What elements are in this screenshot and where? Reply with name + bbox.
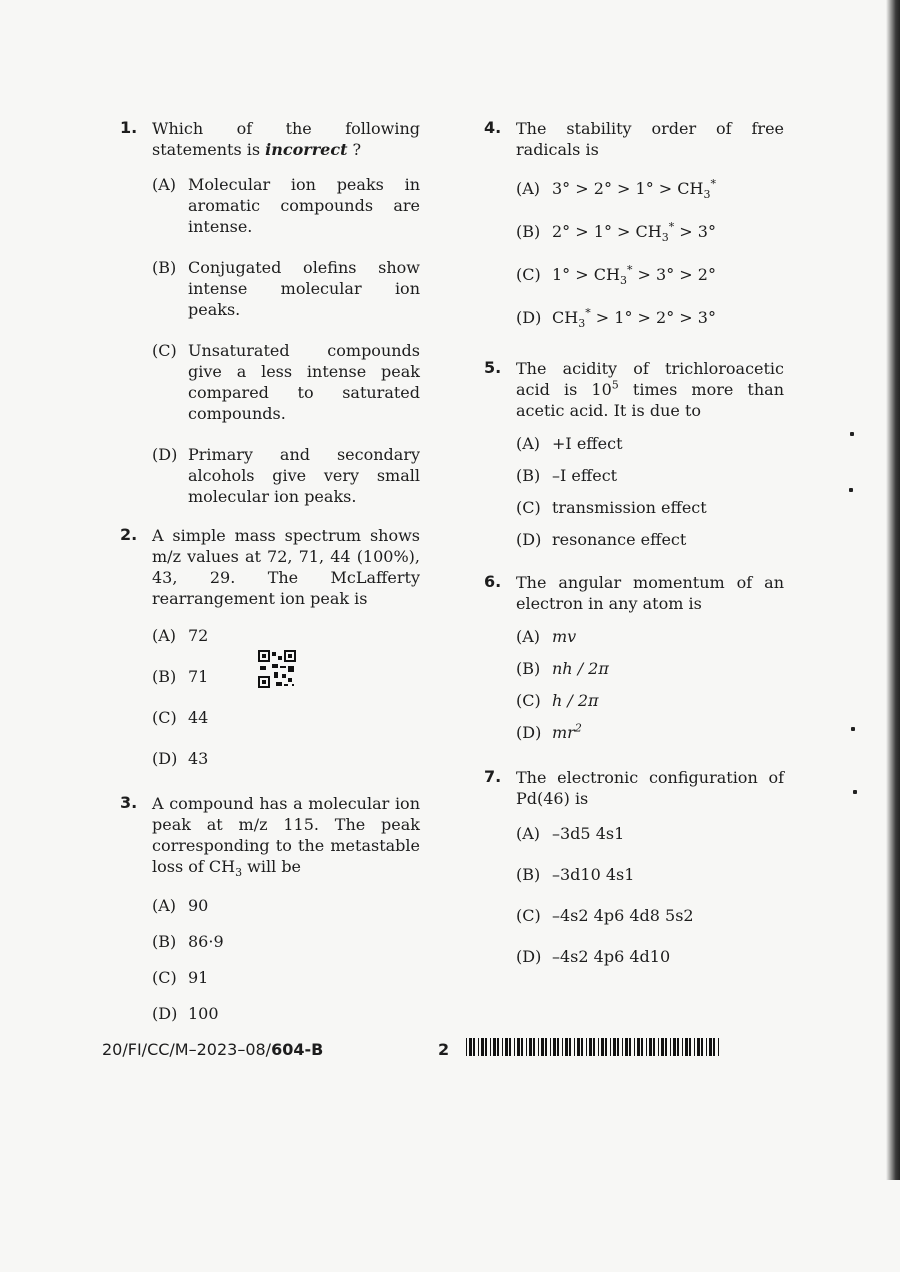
question-text: A simple mass spectrum shows m/z values at 72, 71, 44 (100%), 43, 29. The McLafferty rearrangement ion peak is [152, 526, 420, 608]
barcode-bar [562, 1038, 563, 1056]
option-d: (D) 43 [152, 749, 209, 768]
question-6 [484, 572, 784, 743]
option-d: (D) –4s2 4p6 4d10 [516, 947, 671, 966]
barcode-bar [637, 1038, 640, 1056]
barcode-bar [646, 1038, 647, 1056]
question-text: The stability order of free radicals is [516, 119, 784, 159]
barcode-bar [598, 1038, 599, 1056]
barcode-bar [529, 1038, 532, 1056]
question-3 [120, 793, 420, 1024]
left-column [120, 118, 420, 1048]
scan-mark [850, 432, 854, 436]
option-c: (C) 44 [152, 708, 209, 727]
barcode-bar [649, 1038, 652, 1056]
barcode-bar [514, 1038, 515, 1056]
barcode-bar [533, 1038, 535, 1056]
barcode [466, 1038, 720, 1056]
barcode-bar [665, 1038, 667, 1056]
question-number: 1. [120, 118, 138, 137]
option-c: (C) $1^\circ > CH_3^* > 3^\circ > 2^\circ$ [516, 263, 716, 288]
barcode-bar [490, 1038, 491, 1056]
barcode-bar [497, 1038, 499, 1056]
question-1 [120, 118, 420, 507]
options-list [516, 177, 784, 331]
barcode-bar [478, 1038, 479, 1056]
barcode-bar [670, 1038, 671, 1056]
question-text: The angular momentum of an electron in any atom is [516, 573, 784, 613]
option-b: (B) –3d10 4s1 [516, 865, 635, 884]
page-edge-shadow [886, 0, 900, 1180]
option-a: (A) $3^\circ > 2^\circ > 1^\circ > CH_3^*$ [516, 177, 716, 202]
barcode-bar [685, 1038, 688, 1056]
option-d: (D) Primary and secondary alcohols give very small molecular ion peaks. [152, 445, 420, 506]
barcode-bar [706, 1038, 707, 1056]
question-7 [484, 767, 784, 967]
option-d: (D) $CH_3^* > 1^\circ > 2^\circ > 3^\circ$ [516, 306, 716, 331]
barcode-bar [553, 1038, 556, 1056]
barcode-bar [622, 1038, 623, 1056]
barcode-bar [653, 1038, 655, 1056]
barcode-bar [581, 1038, 583, 1056]
barcode-bar [502, 1038, 503, 1056]
question-text: A compound has a molecular ion peak at m/z 115. The peak corresponding to the metastable loss of $CH_3$ will be [152, 794, 420, 880]
option-c: (C) 91 [152, 968, 209, 987]
question-number: 4. [484, 118, 502, 137]
options-list [516, 433, 784, 550]
barcode-bar [589, 1038, 592, 1056]
barcode-bar [713, 1038, 715, 1056]
option-c: (C) transmission effect [516, 498, 707, 517]
option-d: (D) resonance effect [516, 530, 687, 549]
barcode-bar [593, 1038, 595, 1056]
option-c: (C) Unsaturated compounds give a less intense peak compared to saturated compounds. [152, 341, 420, 423]
barcode-bar [701, 1038, 703, 1056]
barcode-bar [574, 1038, 575, 1056]
option-b: (B) 71 [152, 667, 209, 686]
question-number: 2. [120, 525, 138, 544]
options-list [152, 625, 420, 769]
barcode-bar [617, 1038, 619, 1056]
barcode-bar [526, 1038, 527, 1056]
barcode-bar [658, 1038, 659, 1056]
question-text: The acidity of trichloroacetic acid is $10^5$ times more than acetic acid. It is due to [516, 359, 785, 420]
barcode-bar [610, 1038, 611, 1056]
barcode-bar [677, 1038, 679, 1056]
barcode-bar [625, 1038, 628, 1056]
option-a: (A) Molecular ion peaks in aromatic compounds are intense. [152, 175, 420, 236]
options-list [152, 895, 420, 1024]
barcode-bar [682, 1038, 683, 1056]
option-d: (D) 100 [152, 1004, 219, 1023]
option-a: (A) 72 [152, 626, 209, 645]
option-b: (B) Conjugated olefins show intense molecular ion peaks. [152, 258, 420, 319]
option-a: (A) +I effect [516, 434, 623, 453]
barcode-bar [521, 1038, 523, 1056]
question-number: 7. [484, 767, 502, 786]
barcode-bar [473, 1038, 475, 1056]
question-4 [484, 118, 784, 331]
barcode-bar [509, 1038, 511, 1056]
options-list [516, 823, 784, 967]
barcode-bar [629, 1038, 631, 1056]
option-b: (B) 86·9 [152, 932, 224, 951]
option-a: (A) 90 [152, 896, 209, 915]
barcode-bar [517, 1038, 520, 1056]
scan-mark [849, 488, 853, 492]
question-number: 6. [484, 572, 502, 591]
barcode-bar [634, 1038, 635, 1056]
barcode-bar [469, 1038, 472, 1056]
option-c: (C) h / 2π [516, 691, 599, 710]
barcode-bar [605, 1038, 607, 1056]
barcode-bar [661, 1038, 664, 1056]
barcode-bar [541, 1038, 544, 1056]
question-number: 3. [120, 793, 138, 812]
barcode-bar [493, 1038, 496, 1056]
barcode-bar [577, 1038, 580, 1056]
question-text: The electronic configuration of Pd(46) is [516, 768, 784, 808]
barcode-bar [673, 1038, 676, 1056]
option-a: (A) mv [516, 627, 577, 646]
options-list [516, 626, 784, 743]
question-number: 5. [484, 358, 502, 377]
barcode-bar [586, 1038, 587, 1056]
barcode-bar [505, 1038, 508, 1056]
barcode-bar [565, 1038, 568, 1056]
question-text: Which of the following statements is incorrect ? [152, 119, 420, 159]
barcode-bar [613, 1038, 616, 1056]
barcode-bar [485, 1038, 487, 1056]
barcode-bar [466, 1038, 467, 1056]
barcode-bar [601, 1038, 604, 1056]
option-a: (A) –3d5 4s1 [516, 824, 625, 843]
barcode-bar [538, 1038, 539, 1056]
barcode-bar [709, 1038, 712, 1056]
barcode-bar [557, 1038, 559, 1056]
scan-mark [853, 790, 857, 794]
option-c: (C) –4s2 4p6 4d8 5s2 [516, 906, 694, 925]
barcode-bar [641, 1038, 643, 1056]
paper-code: 20/FI/CC/M–2023–08/604-B [102, 1040, 324, 1059]
option-b: (B) nh / 2π [516, 659, 609, 678]
page-number: 2 [438, 1040, 450, 1059]
right-column [484, 118, 784, 991]
scan-mark [851, 727, 855, 731]
question-5 [484, 358, 784, 550]
barcode-bar [694, 1038, 695, 1056]
barcode-bar [481, 1038, 484, 1056]
qr-code [258, 650, 296, 688]
barcode-bar [697, 1038, 700, 1056]
option-d: (D) $mr^2$ [516, 721, 582, 742]
option-b: (B) $2^\circ > 1^\circ > CH_3^* > 3^\circ$ [516, 220, 716, 245]
barcode-bar [569, 1038, 571, 1056]
barcode-bar [689, 1038, 691, 1056]
options-list [152, 174, 420, 507]
barcode-bar [550, 1038, 551, 1056]
barcode-bar [718, 1038, 719, 1056]
question-2 [120, 525, 420, 769]
option-b: (B) –I effect [516, 466, 618, 485]
barcode-bar [545, 1038, 547, 1056]
